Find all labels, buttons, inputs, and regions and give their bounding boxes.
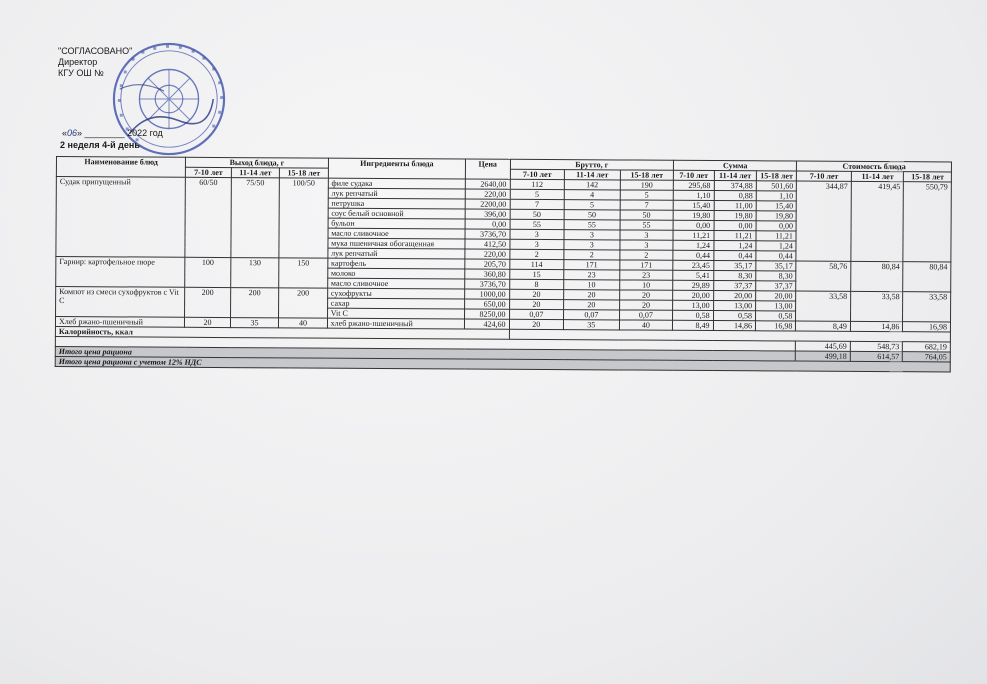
ingredient-name: лук репчатый bbox=[328, 248, 465, 259]
ingredient-price: 396,00 bbox=[465, 209, 509, 219]
sum-value: 295,68 bbox=[673, 180, 713, 190]
brutto-value: 50 bbox=[564, 210, 620, 220]
sum-value: 19,80 bbox=[756, 211, 796, 221]
approval-date: «06» ________ 2022 год bbox=[62, 128, 163, 138]
brutto-value: 0,07 bbox=[564, 310, 620, 320]
brutto-value: 2 bbox=[564, 250, 620, 260]
sum-value: 8,30 bbox=[756, 271, 796, 281]
brutto-value: 20 bbox=[509, 299, 564, 309]
brutto-value: 20 bbox=[564, 300, 620, 310]
ingredient-name: картофель bbox=[328, 258, 465, 269]
ingredient-name: мука пшеничная обогащенная bbox=[328, 238, 465, 249]
dish-cost: 80,84 bbox=[903, 262, 951, 292]
sum-value: 1,24 bbox=[673, 240, 713, 250]
dish-name: Компот из смеси сухофруктов с Vit C bbox=[56, 287, 185, 318]
dish-yield: 35 bbox=[230, 318, 279, 328]
brutto-value: 10 bbox=[564, 280, 620, 290]
ingredient-name: сухофрукты bbox=[327, 288, 464, 299]
ingredient-price: 8250,00 bbox=[465, 309, 509, 319]
brutto-value: 20 bbox=[509, 289, 564, 299]
brutto-value: 3 bbox=[564, 230, 620, 240]
dish-yield: 150 bbox=[279, 258, 328, 288]
sum-value: 0,58 bbox=[755, 311, 795, 321]
brutto-value: 55 bbox=[620, 220, 674, 230]
dish-cost: 80,84 bbox=[851, 261, 904, 291]
dish-yield: 60/50 bbox=[185, 177, 231, 257]
sum-value: 11,00 bbox=[714, 201, 756, 211]
menu-table bbox=[55, 156, 952, 372]
sum-value: 14,86 bbox=[713, 321, 755, 331]
brutto-value: 2 bbox=[509, 249, 564, 259]
age-header: 15-18 лет bbox=[904, 172, 952, 182]
age-header: 7-10 лет bbox=[186, 167, 232, 177]
sum-value: 0,58 bbox=[713, 311, 755, 321]
brutto-value: 2 bbox=[620, 250, 674, 260]
dish-yield: 100/50 bbox=[279, 178, 328, 258]
sum-header: Сумма bbox=[674, 160, 797, 171]
sum-value: 0,58 bbox=[673, 310, 713, 320]
sum-value: 29,89 bbox=[673, 280, 713, 290]
ingredient-name: хлеб ржано-пшеничный bbox=[327, 318, 464, 329]
ingredient-price: 220,00 bbox=[465, 249, 509, 259]
org-label: КГУ ОШ № bbox=[58, 68, 104, 78]
brutto-value: 7 bbox=[510, 199, 565, 209]
sum-value: 35,17 bbox=[713, 261, 755, 271]
sum-value: 374,88 bbox=[714, 181, 756, 191]
dish-cost: 16,98 bbox=[903, 322, 951, 332]
brutto-value: 142 bbox=[564, 180, 620, 190]
cost-header: Стоимость блюда bbox=[797, 161, 952, 172]
brutto-value: 10 bbox=[619, 280, 673, 290]
ingredient-price: 3736,70 bbox=[465, 229, 509, 239]
ingredient-name: соус белый основной bbox=[328, 208, 465, 219]
sum-value: 13,00 bbox=[756, 301, 796, 311]
sum-value: 0,00 bbox=[673, 220, 713, 230]
ingredient-price: 205,70 bbox=[465, 259, 509, 269]
sum-value: 0,44 bbox=[756, 251, 796, 261]
ingredients-header: Ингредиенты блюда bbox=[328, 158, 465, 179]
yield-header: Выход блюда, г bbox=[186, 157, 328, 168]
date-day: 06 bbox=[67, 128, 78, 138]
ingredient-name: сахар bbox=[327, 298, 464, 309]
age-header: 7-10 лет bbox=[674, 170, 714, 180]
week-label: 2 неделя 4-й день bbox=[60, 140, 140, 150]
dish-yield: 200 bbox=[230, 288, 279, 318]
approved-label: "СОГЛАСОВАНО" bbox=[58, 46, 133, 56]
ingredient-price: 2200,00 bbox=[465, 199, 509, 209]
dish-cost: 419,45 bbox=[851, 181, 904, 261]
brutto-value: 5 bbox=[510, 189, 565, 199]
dish-name: Судак припущенный bbox=[56, 177, 186, 258]
ingredient-name: петрушка bbox=[328, 198, 465, 209]
dish-yield: 20 bbox=[185, 317, 231, 327]
dish-cost: 344,87 bbox=[796, 181, 851, 261]
brutto-value: 3 bbox=[509, 239, 564, 249]
sum-value: 0,44 bbox=[713, 251, 755, 261]
age-header: 11-14 лет bbox=[231, 168, 280, 178]
sum-value: 0,88 bbox=[714, 191, 756, 201]
total-label: Итого цена рациона bbox=[55, 346, 795, 361]
brutto-value: 20 bbox=[619, 300, 673, 310]
brutto-value: 5 bbox=[620, 190, 674, 200]
date-year: 2022 год bbox=[127, 128, 163, 138]
brutto-value: 3 bbox=[510, 229, 565, 239]
sum-value: 35,17 bbox=[756, 261, 796, 271]
brutto-value: 23 bbox=[564, 270, 620, 280]
dish-yield: 40 bbox=[279, 318, 328, 328]
sum-value: 37,37 bbox=[713, 281, 755, 291]
sum-value: 20,00 bbox=[673, 290, 713, 300]
sum-value: 5,41 bbox=[673, 270, 713, 280]
brutto-value: 7 bbox=[620, 200, 674, 210]
dish-yield: 75/50 bbox=[231, 178, 280, 258]
ingredient-name: Vit C bbox=[327, 308, 464, 319]
ingredient-price: 1000,00 bbox=[465, 289, 509, 299]
dish-cost: 550,79 bbox=[903, 182, 951, 262]
brutto-value: 112 bbox=[510, 179, 565, 189]
dish-name: Гарнир: картофельное пюре bbox=[56, 257, 185, 288]
age-header: 11-14 лет bbox=[851, 171, 904, 181]
dish-name: Хлеб ржано-пшеничный bbox=[55, 317, 184, 328]
brutto-value: 50 bbox=[620, 210, 674, 220]
sum-value: 20,00 bbox=[713, 291, 755, 301]
sum-value: 11,21 bbox=[714, 231, 756, 241]
subtotal-value: 445,69 bbox=[796, 341, 851, 351]
ingredient-name: лук репчатый bbox=[328, 188, 465, 199]
dish-cost: 33,58 bbox=[796, 291, 851, 321]
sum-value: 1,10 bbox=[673, 190, 713, 200]
dish-yield: 130 bbox=[230, 258, 279, 288]
brutto-value: 0,07 bbox=[509, 309, 564, 319]
menu-body bbox=[55, 177, 951, 332]
dish-header: Наименование блюд bbox=[56, 157, 185, 178]
brutto-value: 5 bbox=[564, 200, 620, 210]
age-header: 7-10 лет bbox=[797, 171, 852, 181]
dish-yield: 100 bbox=[185, 257, 231, 287]
sum-value: 0,00 bbox=[714, 221, 756, 231]
ingredient-price: 3736,70 bbox=[465, 279, 509, 289]
brutto-value: 20 bbox=[509, 319, 564, 329]
sum-value: 20,00 bbox=[756, 291, 796, 301]
brutto-value: 114 bbox=[509, 259, 564, 269]
brutto-value: 20 bbox=[564, 290, 620, 300]
director-label: Директор bbox=[58, 57, 98, 67]
brutto-value: 23 bbox=[619, 270, 673, 280]
brutto-value: 40 bbox=[619, 320, 673, 330]
brutto-value: 15 bbox=[509, 269, 564, 279]
ingredient-name: бульон bbox=[328, 218, 465, 229]
sum-value: 19,80 bbox=[714, 211, 756, 221]
dish-cost: 58,76 bbox=[796, 261, 851, 291]
ingredient-name: молоко bbox=[327, 268, 464, 279]
sum-value: 15,40 bbox=[673, 200, 713, 210]
total-value: 614,57 bbox=[850, 351, 903, 361]
calories-label: Калорийность, ккал bbox=[55, 326, 509, 339]
total-vat-label: Итого цена рациона с учетом 12% НДС bbox=[55, 356, 950, 371]
ingredient-price: 0,00 bbox=[465, 219, 509, 229]
sum-value: 0,44 bbox=[673, 250, 713, 260]
brutto-value: 3 bbox=[620, 240, 674, 250]
sum-value: 15,40 bbox=[756, 201, 796, 211]
age-header: 11-14 лет bbox=[564, 170, 620, 180]
ingredient-price: 2640,00 bbox=[465, 179, 509, 189]
dish-cost: 14,86 bbox=[850, 321, 903, 331]
sum-value: 13,00 bbox=[673, 300, 713, 310]
brutto-value: 55 bbox=[510, 219, 565, 229]
dish-cost: 8,49 bbox=[796, 321, 851, 331]
total-value: 764,05 bbox=[903, 352, 951, 362]
dish-yield: 200 bbox=[185, 287, 231, 317]
brutto-value: 3 bbox=[564, 240, 620, 250]
brutto-value: 171 bbox=[564, 260, 620, 270]
age-header: 15-18 лет bbox=[280, 168, 329, 178]
sum-value: 16,98 bbox=[755, 321, 795, 331]
ingredient-name: масло сливочное bbox=[327, 278, 464, 289]
sum-value: 501,60 bbox=[756, 181, 796, 191]
brutto-value: 4 bbox=[564, 190, 620, 200]
age-header: 11-14 лет bbox=[714, 171, 756, 181]
brutto-value: 50 bbox=[510, 209, 565, 219]
age-header: 15-18 лет bbox=[756, 171, 796, 181]
sum-value: 23,45 bbox=[673, 260, 713, 270]
dish-cost: 33,58 bbox=[903, 292, 951, 322]
sum-value: 0,00 bbox=[756, 221, 796, 231]
brutto-value: 20 bbox=[619, 290, 673, 300]
brutto-value: 35 bbox=[564, 320, 620, 330]
ingredient-price: 220,00 bbox=[465, 189, 509, 199]
sum-value: 13,00 bbox=[713, 301, 755, 311]
age-header: 15-18 лет bbox=[620, 170, 674, 180]
total-value: 499,18 bbox=[796, 351, 851, 361]
sum-value: 1,24 bbox=[713, 241, 755, 251]
brutto-value: 8 bbox=[509, 279, 564, 289]
brutto-value: 3 bbox=[620, 230, 674, 240]
brutto-value: 190 bbox=[620, 180, 674, 190]
ingredient-price: 412,50 bbox=[465, 239, 509, 249]
sum-value: 37,37 bbox=[756, 281, 796, 291]
sum-value: 11,21 bbox=[756, 231, 796, 241]
sum-value: 19,80 bbox=[673, 210, 713, 220]
brutto-value: 0,07 bbox=[619, 310, 673, 320]
subtotal-value: 548,73 bbox=[850, 341, 903, 351]
sum-value: 8,30 bbox=[713, 271, 755, 281]
age-header: 7-10 лет bbox=[510, 169, 565, 179]
sum-value: 11,21 bbox=[673, 230, 713, 240]
dish-cost: 33,58 bbox=[850, 291, 903, 321]
subtotal-value: 682,19 bbox=[903, 342, 951, 352]
sum-value: 8,49 bbox=[673, 320, 713, 330]
ingredient-price: 650,00 bbox=[465, 299, 509, 309]
ingredient-name: масло сливочное bbox=[328, 228, 465, 239]
brutto-value: 171 bbox=[619, 260, 673, 270]
dish-yield: 200 bbox=[279, 288, 328, 318]
ingredient-price: 360,80 bbox=[465, 269, 509, 279]
price-header: Цена bbox=[465, 159, 510, 179]
brutto-header: Брутто, г bbox=[510, 159, 674, 170]
sum-value: 1,24 bbox=[756, 241, 796, 251]
ingredient-price: 424,60 bbox=[465, 319, 509, 329]
brutto-value: 55 bbox=[564, 220, 620, 230]
ingredient-name: филе судака bbox=[328, 178, 465, 189]
sum-value: 1,10 bbox=[756, 191, 796, 201]
